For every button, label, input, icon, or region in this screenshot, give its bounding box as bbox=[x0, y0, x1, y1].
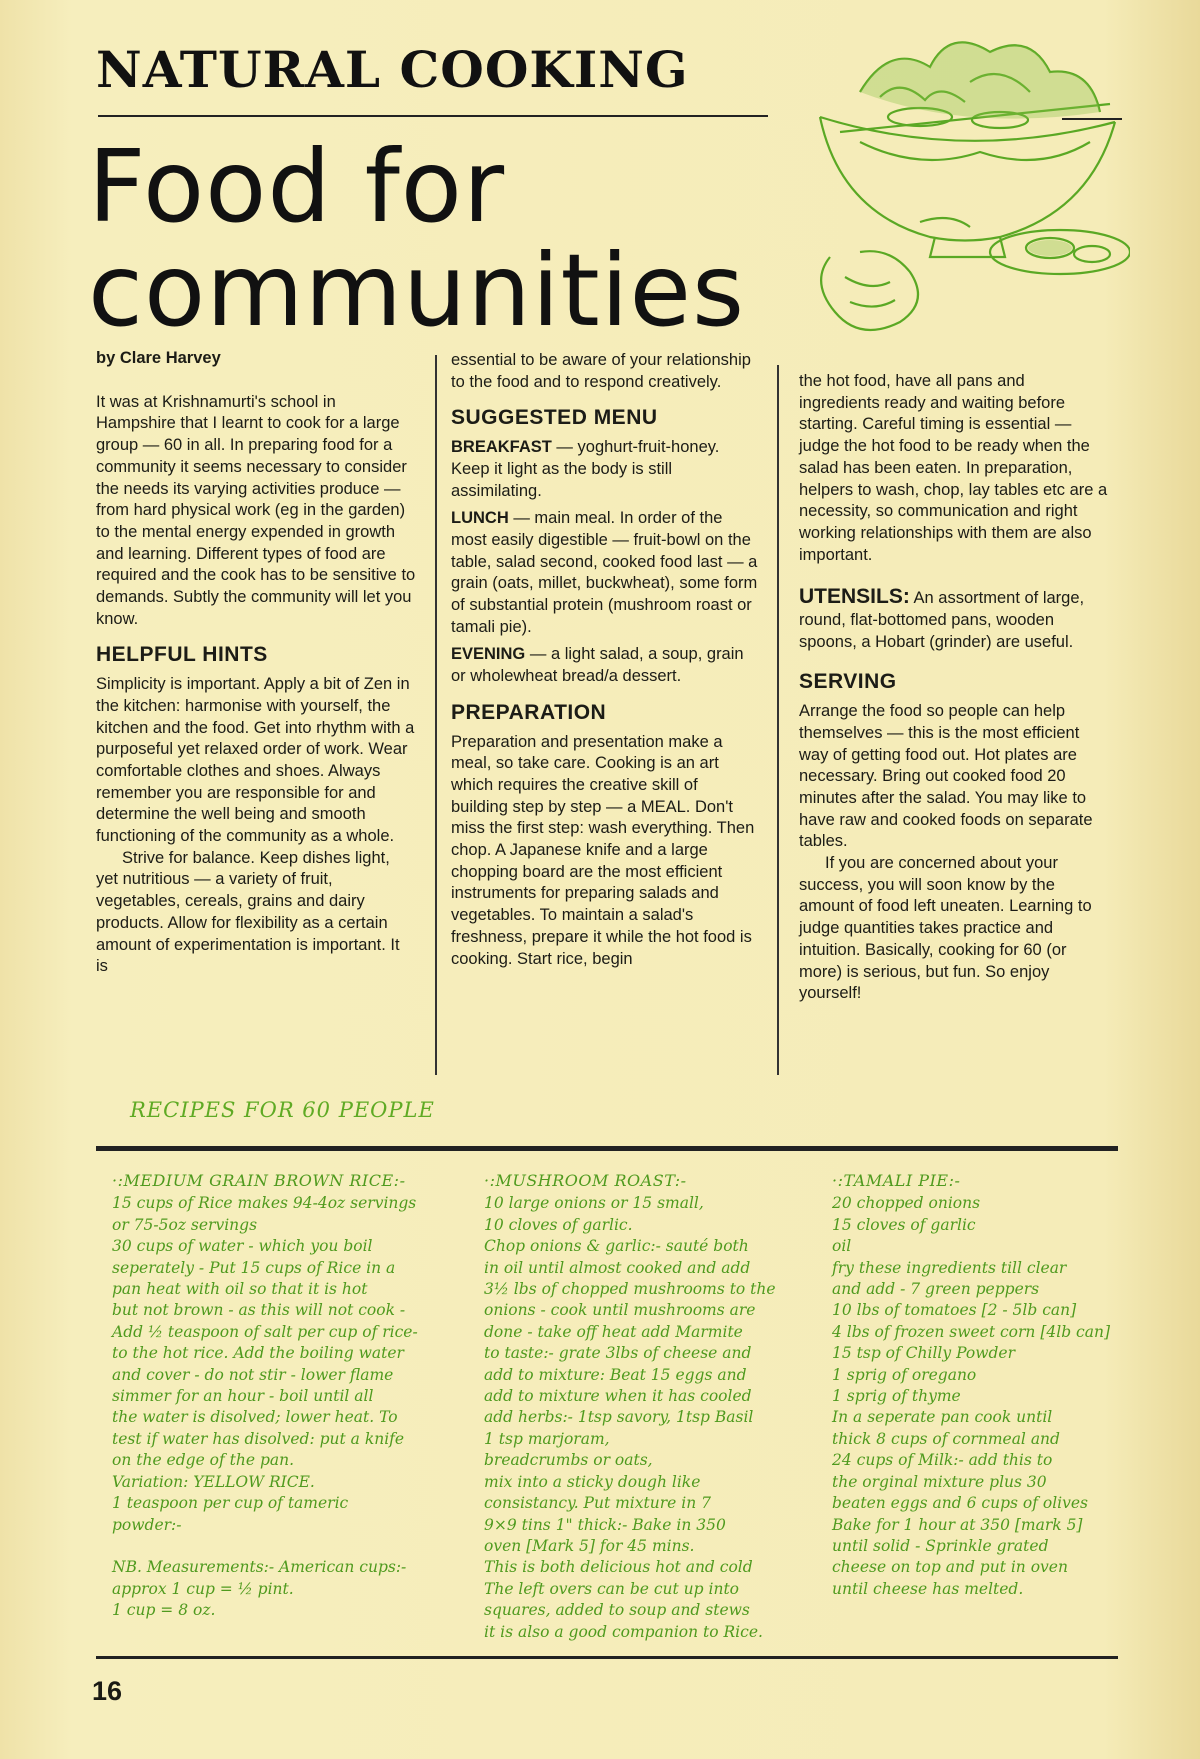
recipe-line: 1 sprig of oregano bbox=[832, 1365, 977, 1384]
recipe-line: it is also a good companion to Rice. bbox=[484, 1622, 763, 1641]
recipe-line: breadcrumbs or oats, bbox=[484, 1451, 653, 1470]
lunch-label: LUNCH bbox=[451, 509, 509, 528]
recipe-line: to the hot rice. Add the boiling water bbox=[112, 1344, 404, 1363]
recipe-line: and cover - do not stir - lower flame bbox=[112, 1365, 394, 1384]
title-line-2: communities bbox=[88, 232, 746, 349]
salad-bowl-illustration bbox=[800, 22, 1130, 367]
recipe-line: on the edge of the pan. bbox=[112, 1451, 295, 1470]
recipe-line: or 75-5oz servings bbox=[112, 1215, 258, 1234]
utensils-text: An assortment of large, round, flat-bottomed pans, wooden spoons, a Hobart (grinder) are useful. bbox=[799, 589, 1085, 651]
recipe-line: 1 cup = 8 oz. bbox=[112, 1601, 216, 1620]
breakfast-text: — yoghurt-fruit-honey. Keep it light as the body is still assimilating. bbox=[451, 438, 720, 500]
recipe-line: and add - 7 green peppers bbox=[832, 1280, 1040, 1299]
recipe-line: add to mixture: Beat 15 eggs and bbox=[484, 1365, 747, 1384]
recipe-line: add to mixture when it has cooled bbox=[484, 1387, 752, 1406]
recipe-title: ·:MUSHROOM ROAST:- bbox=[484, 1171, 687, 1190]
recipe-line: powder:- bbox=[112, 1515, 182, 1534]
heading-preparation: PREPARATION bbox=[451, 700, 607, 724]
preparation-paragraph: Preparation and presentation make a meal, so take care. Cooking is an art which requires the creative skill of building step by step — a MEAL. Don't miss the first step: wash everything. Then chop. A Japanese knife and a large chopping board are the most efficient instruments for preparing salads and vegetables. To maintain a salad's freshness, prepare it while the hot food is cooking. Start rice, begin bbox=[451, 732, 755, 968]
recipe-line: Bake for 1 hour at 350 [mark 5] bbox=[832, 1515, 1083, 1534]
recipes-bottom-rule bbox=[96, 1656, 1118, 1659]
recipe-line: 1 sprig of thyme bbox=[832, 1387, 961, 1406]
recipe-line: 20 chopped onions bbox=[832, 1194, 981, 1213]
recipe-line: consistancy. Put mixture in 7 bbox=[484, 1494, 711, 1513]
column-divider-1 bbox=[435, 355, 437, 1075]
recipe-line: until cheese has melted. bbox=[832, 1579, 1024, 1598]
recipe-line: in oil until almost cooked and add bbox=[484, 1258, 751, 1277]
recipe-title: ·:MEDIUM GRAIN BROWN RICE:- bbox=[112, 1171, 406, 1190]
recipe-line: 1 teaspoon per cup of tameric bbox=[112, 1494, 349, 1513]
recipe-brown-rice bbox=[112, 1170, 432, 1622]
breakfast-label: BREAKFAST bbox=[451, 438, 552, 457]
evening-label: EVENING bbox=[451, 645, 526, 664]
recipe-line: Chop onions & garlic:- sauté both bbox=[484, 1237, 749, 1256]
recipe-line: to taste:- grate 3lbs of cheese and bbox=[484, 1344, 752, 1363]
recipe-line: approx 1 cup = ½ pint. bbox=[112, 1579, 294, 1598]
recipe-line: 3½ lbs of chopped mushrooms to the bbox=[484, 1280, 776, 1299]
article-column-2 bbox=[451, 350, 759, 970]
recipe-line: The left overs can be cut up into bbox=[484, 1579, 740, 1598]
recipe-lines bbox=[832, 1193, 1122, 1600]
menu-lunch bbox=[451, 508, 759, 638]
serving-paragraph-2: If you are concerned about your success, you will soon know by the amount of food left uneaten. Learning to judge quantities takes practice and intuition. Basically, cooking for 60 (or more) is serious, but fun. So enjoy yourself! bbox=[799, 854, 1092, 1003]
menu-breakfast bbox=[451, 437, 759, 502]
recipe-line: 15 cloves of garlic bbox=[832, 1215, 976, 1234]
lunch-text: — main meal. In order of the most easily digestible — fruit-bowl on the table, salad second, cooked food last — a grain (oats, millet, buckwheat), some form of substantial protein (mushroom roast or tamali pie). bbox=[451, 509, 758, 636]
recipe-line: Add ½ teaspoon of salt per cup of rice- bbox=[112, 1322, 418, 1341]
recipe-lines bbox=[484, 1193, 784, 1643]
recipe-line: squares, added to soup and stews bbox=[484, 1601, 750, 1620]
menu-evening bbox=[451, 644, 759, 687]
title-line-1: Food for bbox=[88, 128, 506, 245]
article-column-1 bbox=[96, 348, 416, 978]
recipe-line: 15 tsp of Chilly Powder bbox=[832, 1344, 1015, 1363]
recipe-line: pan heat with oil so that it is hot bbox=[112, 1280, 368, 1299]
recipe-line: 9×9 tins 1" thick:- Bake in 350 bbox=[484, 1515, 726, 1534]
recipe-line: cheese on top and put in oven bbox=[832, 1558, 1068, 1577]
recipe-line: In a seperate pan cook until bbox=[832, 1408, 1053, 1427]
recipe-line: thick 8 cups of cornmeal and bbox=[832, 1429, 1060, 1448]
utensils-label: UTENSILS: bbox=[799, 585, 910, 609]
column-divider-2 bbox=[777, 365, 779, 1075]
recipe-line: add herbs:- 1tsp savory, 1tsp Basil bbox=[484, 1408, 754, 1427]
recipe-line: 10 large onions or 15 small, bbox=[484, 1194, 704, 1213]
recipe-line: fry these ingredients till clear bbox=[832, 1258, 1067, 1277]
hints-paragraph-2: Strive for balance. Keep dishes light, yet nutritious — a variety of fruit, vegetables, cereals, grains and dairy products. Allow for flexibility as a certain amount of experimentation is important. It is bbox=[96, 848, 400, 976]
heading-helpful-hints: HELPFUL HINTS bbox=[96, 643, 268, 667]
recipe-line bbox=[112, 1536, 432, 1557]
recipe-line: mix into a sticky dough like bbox=[484, 1472, 701, 1491]
recipe-line: seperately - Put 15 cups of Rice in a bbox=[112, 1258, 396, 1277]
recipe-line: done - take off heat add Marmite bbox=[484, 1322, 743, 1341]
recipe-line: 10 lbs of tomatoes [2 - 5lb can] bbox=[832, 1301, 1077, 1320]
recipe-line: 30 cups of water - which you boil bbox=[112, 1237, 373, 1256]
recipe-line: NB. Measurements:- American cups:- bbox=[112, 1558, 407, 1577]
recipes-top-rule bbox=[96, 1146, 1118, 1151]
recipe-line: 4 lbs of frozen sweet corn [4lb can] bbox=[832, 1322, 1110, 1341]
serving-paragraph-1: Arrange the food so people can help themselves — this is the most efficient way of getting food out. Hot plates are necessary. Bring out cooked food 20 minutes after the salad. You may like to have raw and cooked foods on separate tables. bbox=[799, 702, 1093, 851]
recipe-line: until solid - Sprinkle grated bbox=[832, 1536, 1049, 1555]
recipe-line: test if water has disolved: put a knife bbox=[112, 1429, 405, 1448]
article-column-3 bbox=[799, 371, 1109, 1005]
intro-paragraph: It was at Krishnamurti's school in Hampshire that I learnt to cook for a large group — 60 in all. In preparing food for a community it seems necessary to consider the needs its varying activities produce — from hard physical work (eg in the garden) to the mental energy expended in growth and learning. Different types of food are required and the cook has to be sensitive to demands. Subtly the community will let you know. bbox=[96, 392, 416, 628]
heading-suggested-menu: SUGGESTED MENU bbox=[451, 406, 658, 430]
recipe-mushroom-roast bbox=[484, 1170, 784, 1643]
utensils-paragraph bbox=[799, 586, 1109, 653]
page-number: 16 bbox=[92, 1676, 123, 1706]
recipe-line: Variation: YELLOW RICE. bbox=[112, 1472, 315, 1491]
heading-serving: SERVING bbox=[799, 670, 897, 694]
recipe-line: beaten eggs and 6 cups of olives bbox=[832, 1494, 1088, 1513]
hints-paragraph-1: Simplicity is important. Apply a bit of Zen in the kitchen: harmonise with yourself, the kitchen and the food. Get into rhythm with a purposeful yet relaxed order of work. Wear comfortable clothes and shoes. Always remember you are responsible for and determine the well being and smooth functioning of the community as a whole. bbox=[96, 675, 415, 846]
recipe-line: the orginal mixture plus 30 bbox=[832, 1472, 1047, 1491]
recipe-title: ·:TAMALI PIE:- bbox=[832, 1171, 961, 1190]
recipe-line: This is both delicious hot and cold bbox=[484, 1558, 753, 1577]
evening-text: — a light salad, a soup, grain or wholewheat bread/a dessert. bbox=[451, 645, 744, 686]
recipe-line: but not brown - as this will not cook - bbox=[112, 1301, 406, 1320]
recipe-tamali-pie bbox=[832, 1170, 1122, 1600]
recipe-line: 10 cloves of garlic. bbox=[484, 1215, 633, 1234]
section-kicker: NATURAL COOKING bbox=[96, 40, 689, 99]
recipe-line: simmer for an hour - boil until all bbox=[112, 1387, 374, 1406]
byline: by Clare Harvey bbox=[96, 349, 221, 367]
col3-continuation: the hot food, have all pans and ingredients ready and waiting before starting. Careful timing is essential — judge the hot food to be ready when the salad has been eaten. In preparation, helpers to wash, chop, lay tables etc are a necessity, so communication and right working relationships with them are also important. bbox=[799, 372, 1108, 564]
col2-continuation: essential to be aware of your relationship to the food and to respond creatively. bbox=[451, 351, 751, 391]
recipe-line: 1 tsp marjoram, bbox=[484, 1429, 610, 1448]
recipe-line: oven [Mark 5] for 45 mins. bbox=[484, 1536, 695, 1555]
recipe-line: 24 cups of Milk:- add this to bbox=[832, 1451, 1053, 1470]
header-rule bbox=[98, 115, 768, 117]
recipe-line: 15 cups of Rice makes 94-4oz servings bbox=[112, 1194, 417, 1213]
recipe-line: onions - cook until mushrooms are bbox=[484, 1301, 756, 1320]
recipes-heading: RECIPES FOR 60 PEOPLE bbox=[130, 1098, 435, 1122]
article-title bbox=[88, 128, 746, 349]
recipe-lines bbox=[112, 1193, 432, 1621]
recipe-line: oil bbox=[832, 1237, 852, 1256]
recipe-line: the water is disolved; lower heat. To bbox=[112, 1408, 398, 1427]
